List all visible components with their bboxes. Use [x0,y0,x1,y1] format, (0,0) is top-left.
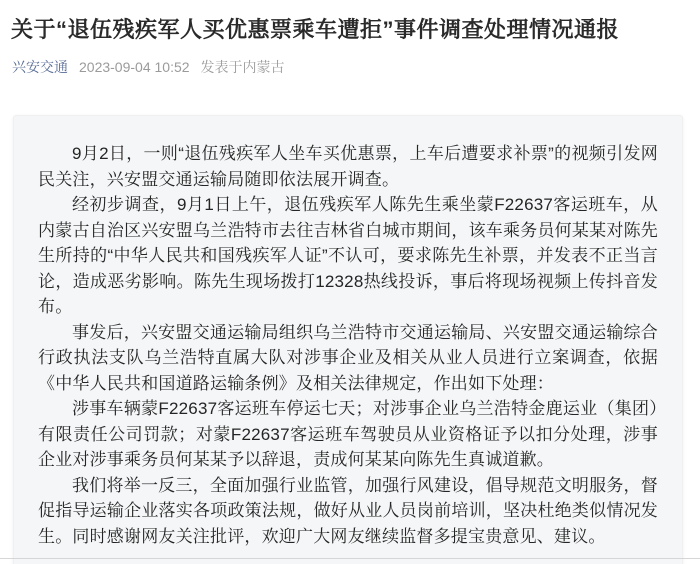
page-bottom-divider [0,558,700,559]
article-paragraph: 我们将举一反三，全面加强行业监管，加强行风建设，倡导规范文明服务，督促指导运输企业落实各项政策法规，做好从业人员岗前培训，坚决杜绝类似情况发生。同时感谢网友关注批评，欢迎广大网友继续监督多提宝贵意见、建议。 [38,475,658,546]
article-paragraph: 涉事车辆蒙F22637客运班车停运七天；对涉事企业乌兰浩特金鹿运业（集团）有限责任公司罚款；对蒙F22637客运班车驾驶员从业资格证予以扣分处理，涉事企业对涉事乘务员何某某予以辞退，责成何某某向陈先生真诚道歉。 [38,399,658,469]
publish-location: 发表于内蒙古 [200,59,285,75]
article-header [0,0,700,45]
article-title: 关于“退伍残疾军人买优惠票乘车遭拒”事件调查处理情况通报 [11,17,620,42]
notice-content-card [13,115,683,564]
publish-timestamp: 2023-09-04 10:52 [79,59,190,75]
article-paragraph: 9月2日，一则“退伍残疾军人坐车买优惠票，上车后遭要求补票”的视频引发网民关注，兴安盟交通运输局随即依法展开调查。 [38,144,658,189]
account-name-link[interactable]: 兴安交通 [12,59,68,75]
byline [0,45,700,77]
article-paragraph: 经初步调查，9月1日上午，退伍残疾军人陈先生乘坐蒙F22637客运班车，从内蒙古自治区兴安盟乌兰浩特市去往吉林省白城市期间，该车乘务员何某某对陈先生所持的“中华人民共和国残疾军人证”不认可，要求陈先生补票，并发表不正当言论，造成恶劣影响。陈先生现场拨打12328热线投诉，事后将现场视频上传抖音发布。 [38,195,658,316]
article-paragraph: 事发后，兴安盟交通运输局组织乌兰浩特市交通运输局、兴安盟交通运输综合行政执法支队乌兰浩特直属大队对涉事企业及相关从业人员进行立案调查，依据《中华人民共和国道路运输条例》及相关法律规定，作出如下处理： [38,322,658,393]
